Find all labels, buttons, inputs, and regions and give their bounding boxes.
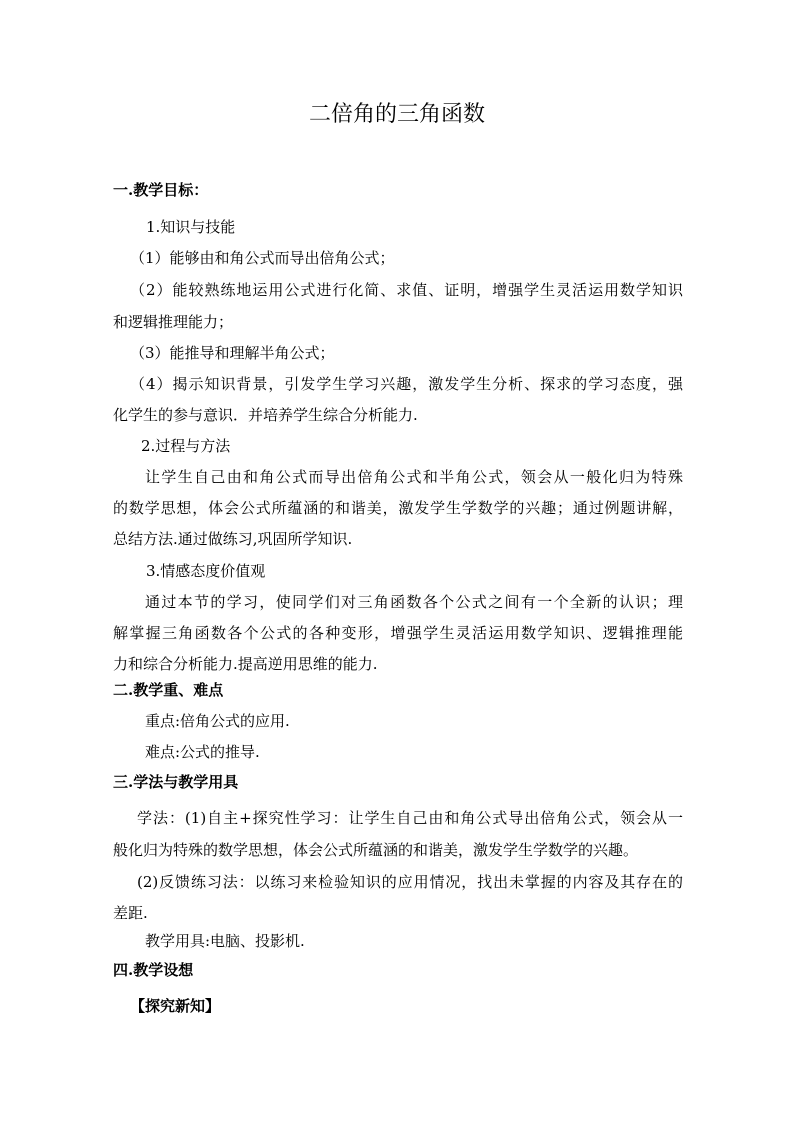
subheading-knowledge-skills: 1.知识与技能 — [146, 218, 236, 236]
objective-item: （2）能较熟练地运用公式进行化简、求值、证明，增强学生灵活运用数学知识 — [130, 281, 683, 299]
paragraph-line: 解掌握三角函数各个公式的各种变形，增强学生灵活运用数学知识、逻辑推理能 — [113, 624, 683, 642]
objective-item: （1）能够由和角公式而导出倍角公式； — [130, 249, 395, 267]
paragraph-line: (2)反馈练习法：以练习来检验知识的应用情况，找出未掌握的内容及其存在的 — [137, 873, 683, 891]
paragraph-line: 般化归为特殊的数学思想，体会公式所蕴涵的和谐美，激发学生学数学的兴趣。 — [113, 841, 639, 859]
section-heading-key-points: 二.教学重、难点 — [113, 681, 224, 699]
paragraph-line: 总结方法.通过做练习,巩固所学知识. — [113, 530, 353, 548]
objective-item: （4）揭示知识背景，引发学生学习兴趣，激发学生分析、探求的学习态度，强 — [130, 375, 683, 393]
section-heading-objectives: 一.教学目标： — [113, 181, 209, 199]
key-point-line: 重点:倍角公式的应用. — [145, 712, 290, 730]
objective-item-continued: 和逻辑推理能力； — [113, 313, 234, 331]
document-title: 二倍角的三角函数 — [308, 102, 485, 127]
section-heading-teaching-design: 四.教学设想 — [113, 961, 194, 979]
paragraph-line: 通过本节的学习，使同学们对三角函数各个公式之间有一个全新的认识；理 — [145, 593, 683, 611]
paragraph-line: 让学生自己由和角公式而导出倍角公式和半角公式，领会从一般化归为特殊 — [145, 468, 683, 486]
subheading-process-method: 2.过程与方法 — [141, 437, 231, 455]
objective-item-continued: 化学生的参与意识．并培养学生综合分析能力. — [113, 406, 418, 424]
paragraph-line: 学法：(1)自主+探究性学习：让学生自己由和角公式导出倍角公式，领会从一 — [137, 809, 683, 827]
paragraph-line: 力和综合分析能力.提高逆用思维的能力. — [113, 655, 378, 673]
section-heading-methods-tools: 三.学法与教学用具 — [113, 773, 239, 791]
paragraph-line: 差距. — [113, 904, 148, 922]
paragraph-line: 的数学思想，体会公式所蕴涵的和谐美，激发学生学数学的兴趣；通过例题讲解， — [113, 499, 683, 517]
difficulty-line: 难点:公式的推导. — [145, 743, 260, 761]
objective-item: （3）能推导和理解半角公式； — [130, 344, 335, 362]
teaching-tools-line: 教学用具:电脑、投影机. — [145, 932, 305, 950]
subheading-attitude-values: 3.情感态度价值观 — [146, 562, 266, 580]
subheading-explore-new-knowledge: 【探究新知】 — [130, 997, 221, 1015]
